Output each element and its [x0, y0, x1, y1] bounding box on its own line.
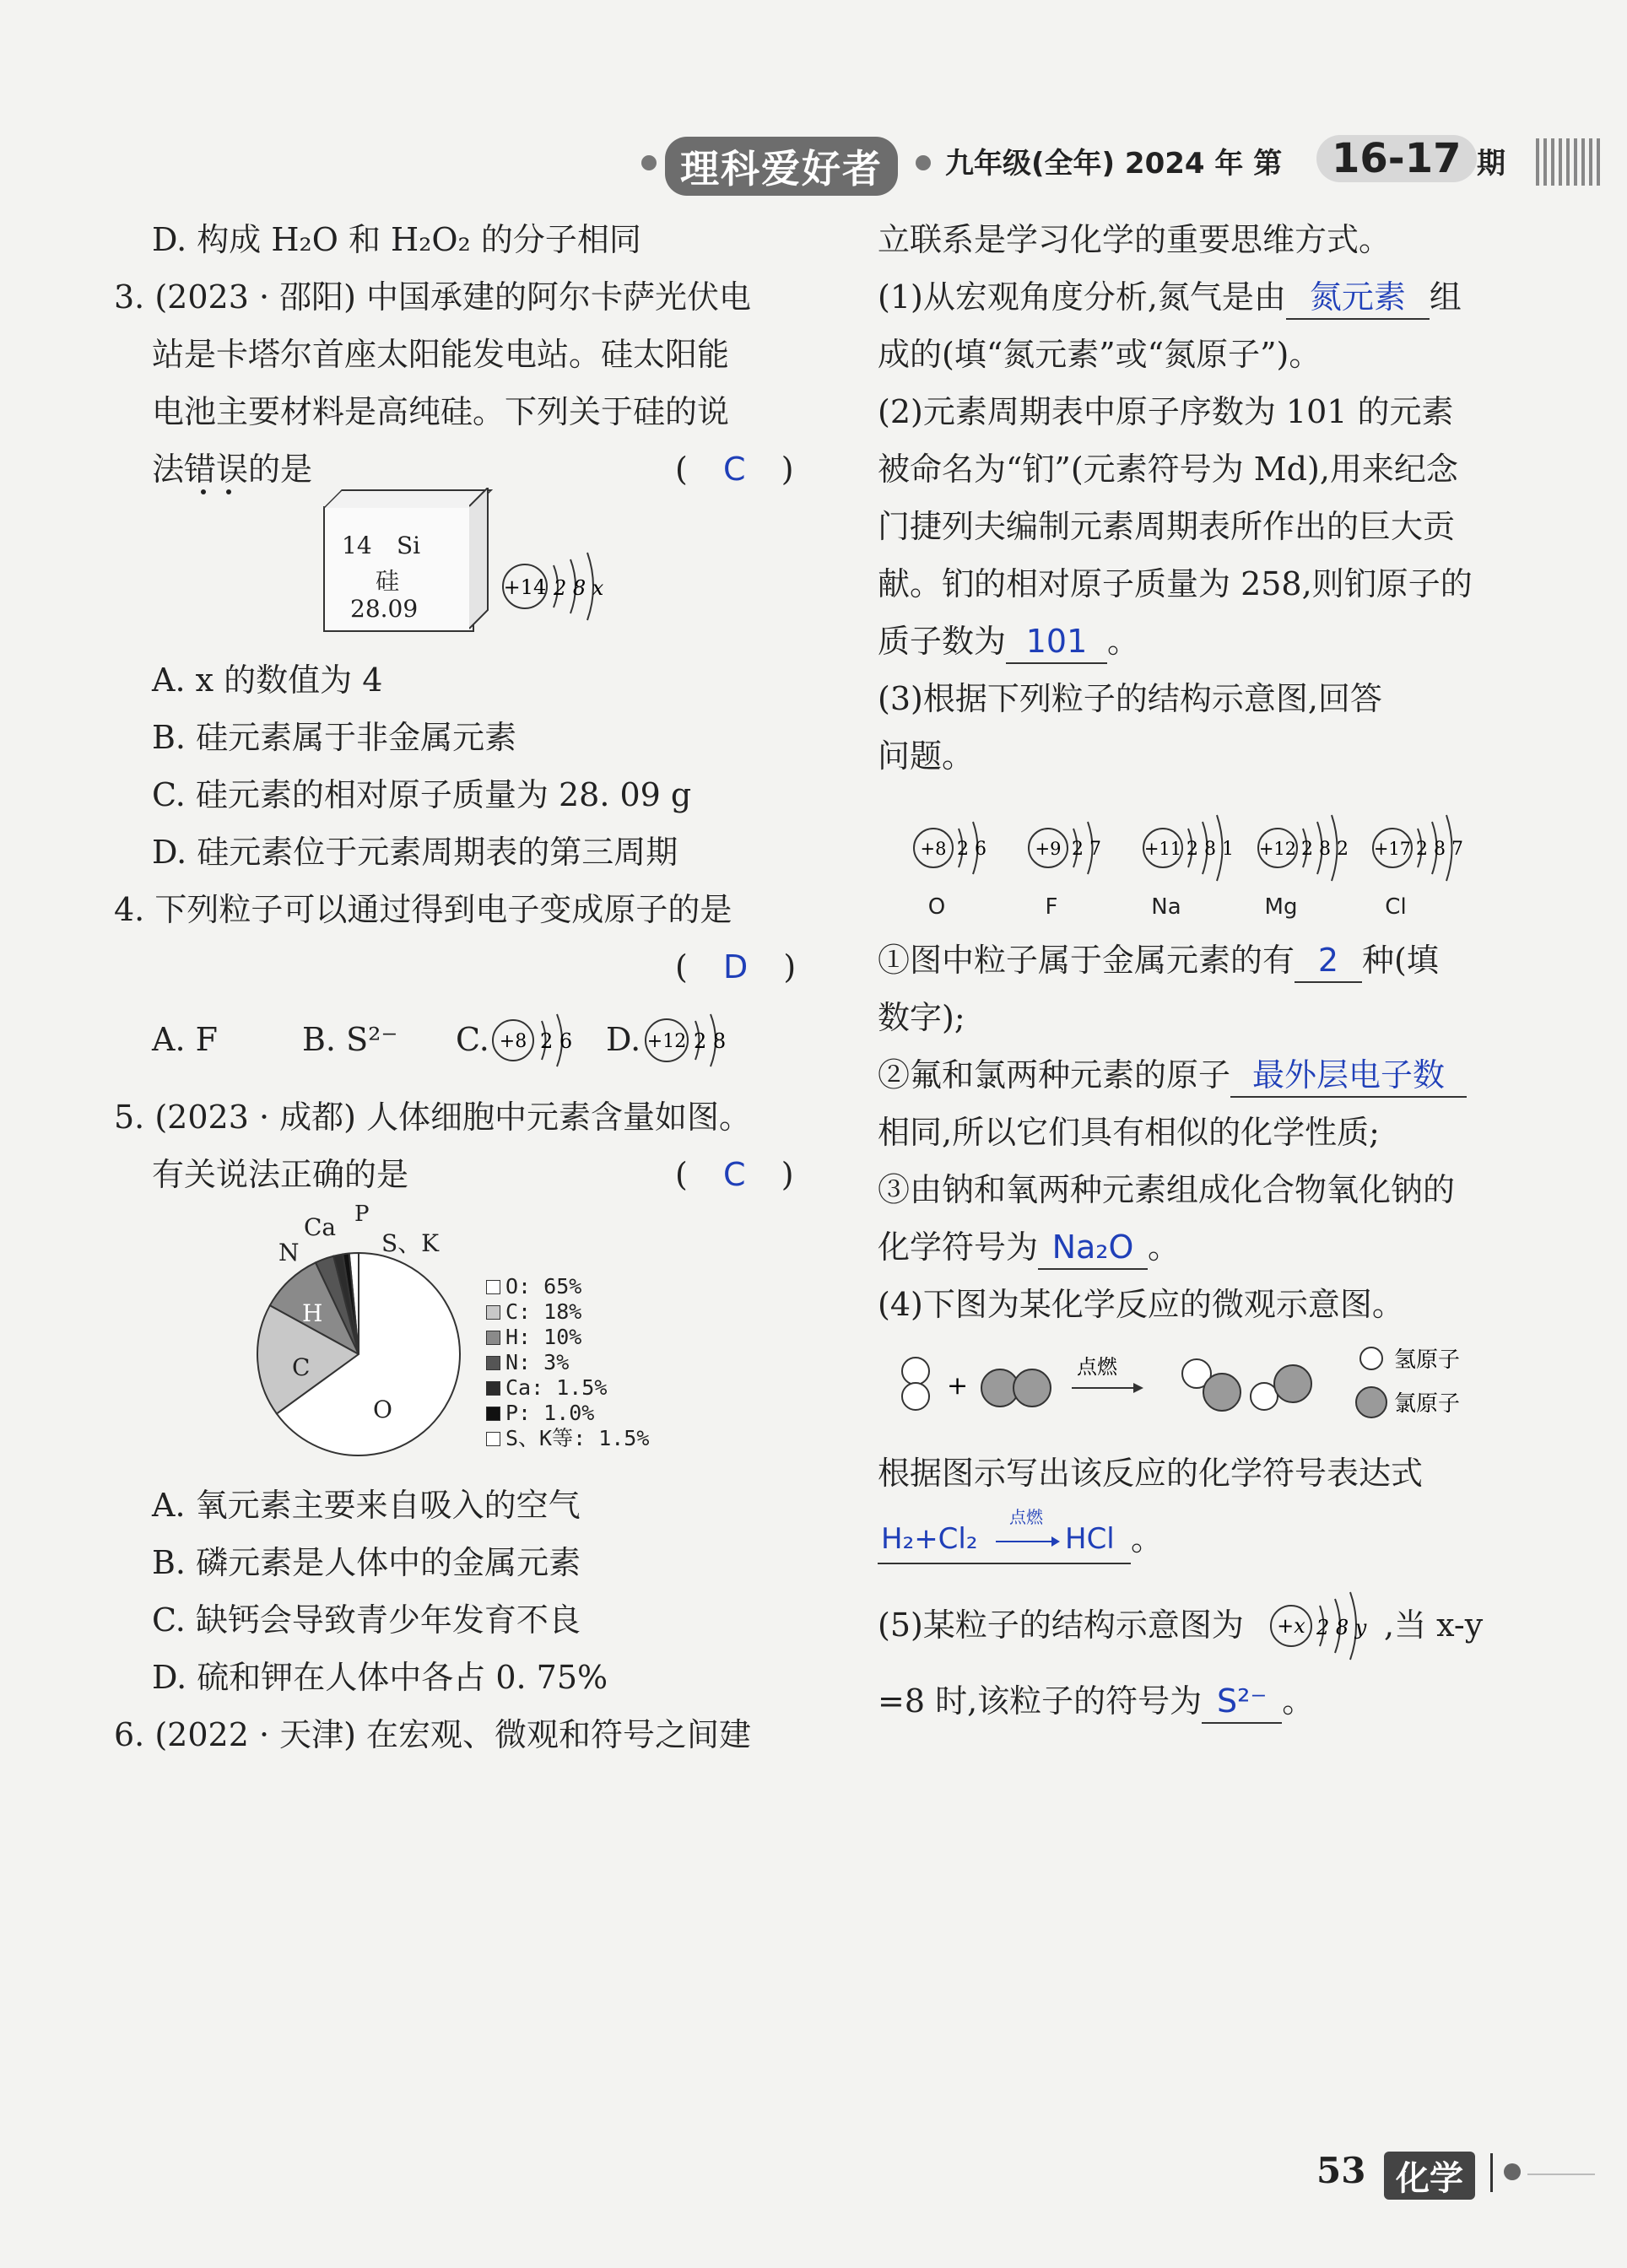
particle-diagram	[911, 802, 1021, 928]
q5-option-b: B. 磷元素是人体中的金属元素	[152, 1544, 581, 1581]
legend-item: Ca: 1.5%	[486, 1375, 649, 1401]
q6-part3-line: 问题。	[878, 737, 975, 775]
q6-part2-end: 质子数为 101 。	[878, 613, 1139, 670]
q6-part5-atom	[1266, 1582, 1384, 1666]
svg-text:2 8: 2 8	[694, 1029, 727, 1053]
q3-option-c: C. 硅元素的相对原子质量为 28. 09 g	[152, 776, 692, 813]
q6-sub2-answer: 最外层电子数	[1230, 1054, 1467, 1098]
electron-counts: 2 8 1	[1186, 839, 1234, 860]
q3-answer: C	[722, 451, 751, 488]
q5-option-c: C. 缺钙会导致青少年发育不良	[152, 1601, 581, 1639]
page-footer	[1316, 2150, 1603, 2200]
equation-right: HCl	[1065, 1522, 1115, 1556]
card-name: 硅	[376, 567, 400, 595]
nucleus-charge: +12	[1258, 839, 1297, 859]
q5-answer-bracket: ( C )	[675, 1156, 799, 1193]
q4-stem: 4. 下列粒子可以通过得到电子变成原子的是	[114, 891, 732, 928]
pie-label-ca: Ca	[304, 1213, 337, 1241]
legend-item: N: 3%	[486, 1350, 649, 1375]
electron-counts: 2 6	[957, 839, 986, 860]
si-shells: 2 8 x	[554, 576, 604, 600]
q4-option-d-atom	[641, 1002, 743, 1078]
legend-swatch	[486, 1280, 500, 1294]
nucleus-charge: +11	[1143, 839, 1182, 859]
q6-part2-line: 被命名为“钔”(元素符号为 Md),用来纪念	[878, 451, 1458, 488]
reaction-plus: +	[947, 1371, 969, 1401]
pie-legend	[486, 1274, 649, 1451]
legend-swatch	[486, 1305, 500, 1320]
reaction-diagram	[895, 1342, 1502, 1443]
equation-arrow	[996, 1541, 1055, 1542]
footer-rule	[1527, 2174, 1595, 2175]
pie-label-sk: S、K	[381, 1229, 440, 1257]
svg-text:+12: +12	[646, 1031, 687, 1052]
pie-slice-labels	[245, 1202, 523, 1468]
q3-line: 法错误的是	[152, 451, 313, 488]
si-atom-diagram	[498, 544, 608, 629]
q6-part1: (1)从宏观角度分析,氮气是由 氮元素 组	[878, 268, 1462, 326]
q4-option-b: B. S²⁻	[302, 1021, 398, 1058]
particle-diagram	[1141, 802, 1251, 928]
svg-text:2 8 y: 2 8 y	[1316, 1616, 1367, 1639]
pie-label-n: N	[278, 1239, 300, 1266]
legend-item: S、K等: 1.5%	[486, 1426, 649, 1451]
nucleus-charge: +9	[1035, 839, 1062, 859]
header-dot-icon	[641, 155, 657, 170]
q6-part5: (5)某粒子的结构示意图为	[878, 1606, 1244, 1644]
q4-answer: D	[722, 948, 754, 986]
reaction-condition: 点燃	[1077, 1355, 1117, 1379]
header-issue-suffix: 期	[1477, 147, 1505, 181]
q6-part2-answer: 101	[1006, 620, 1107, 664]
q6-sub1-answer: 2	[1295, 939, 1362, 983]
legend-item: C: 18%	[486, 1299, 649, 1325]
particle-name: F	[1045, 894, 1058, 920]
q5-line: 有关说法正确的是	[152, 1156, 409, 1193]
q6-part5-line2: =8 时,该粒子的符号为 S²⁻ 。	[878, 1672, 1314, 1730]
nucleus-charge: +8	[920, 839, 947, 859]
electron-counts: 2 8 7	[1416, 839, 1463, 860]
legend-swatch	[486, 1407, 500, 1421]
q2-option-d: D. 构成 H₂O 和 H₂O₂ 的分子相同	[152, 221, 641, 258]
q6-part2-line: (2)元素周期表中原子序数为 101 的元素	[878, 393, 1454, 430]
legend-hydrogen: 氢原子	[1394, 1347, 1461, 1373]
legend-swatch	[486, 1432, 500, 1446]
si-nucleus: +14	[503, 575, 547, 599]
emphasis-dots	[201, 489, 235, 496]
q6-part5-answer: S²⁻	[1202, 1680, 1282, 1724]
q6-part4-end: 。	[1131, 1520, 1164, 1558]
q6-sub2-end: 相同,所以它们具有相似的化学性质;	[878, 1114, 1380, 1151]
footer-dot-icon	[1504, 2163, 1521, 2180]
q3-line: 电池主要材料是高纯硅。下列关于硅的说	[152, 393, 730, 430]
card-top-edge	[323, 489, 493, 508]
q4-option-d-label: D.	[606, 1021, 641, 1058]
particle-name: Na	[1151, 894, 1181, 920]
q4-option-a: A. F	[152, 1021, 218, 1058]
svg-text:+8: +8	[499, 1031, 527, 1052]
q5-answer: C	[722, 1156, 751, 1193]
q6-part4-answer	[878, 1504, 1131, 1564]
equation-condition: 点燃	[1009, 1507, 1043, 1527]
pie-label-o: O	[373, 1396, 392, 1423]
q5-option-a: A. 氧元素主要来自吸入的空气	[152, 1487, 581, 1524]
q4-answer-bracket: ( D )	[675, 948, 802, 986]
card-symbol: Si	[397, 532, 421, 559]
q3-line: 3. (2023 · 邵阳) 中国承建的阿尔卡萨光伏电	[114, 278, 752, 316]
legend-swatch	[486, 1356, 500, 1370]
q6-sub3-end: 化学符号为 Na₂O 。	[878, 1218, 1180, 1276]
q6-sub3: ③由钠和氧两种元素组成化合物氧化钠的	[878, 1171, 1456, 1208]
particle-diagram	[1370, 802, 1480, 928]
q6-sub2: ②氟和氯两种元素的原子 最外层电子数	[878, 1046, 1467, 1104]
pie-label-c: C	[292, 1353, 311, 1381]
equation-left: H₂+Cl₂	[881, 1522, 978, 1556]
q6-part2-line: 门捷列夫编制元素周期表所作出的巨大贡	[878, 508, 1456, 545]
electron-counts: 2 8 2	[1301, 839, 1349, 860]
q3-option-b: B. 硅元素属于非金属元素	[152, 719, 517, 756]
q6-part2-line: 献。钔的相对原子质量为 258,则钔原子的	[878, 565, 1473, 602]
header-dot-icon	[916, 155, 931, 170]
q6-part1-answer: 氮元素	[1286, 276, 1430, 320]
q6-part4: (4)下图为某化学反应的微观示意图。	[878, 1286, 1404, 1323]
page-number: 53	[1316, 2150, 1366, 2191]
q4-option-c-label: C.	[456, 1021, 489, 1058]
element-card	[323, 506, 474, 632]
particle-diagrams	[911, 802, 1485, 928]
q6-sub1-end: 数字);	[878, 999, 965, 1036]
q5-option-d: D. 硫和钾在人体中各占 0. 75%	[152, 1659, 608, 1696]
pie-label-p: P	[354, 1202, 370, 1227]
q6-part5-cont: ,当 x-y	[1384, 1606, 1484, 1644]
q6-sub1: ①图中粒子属于金属元素的有 2 种(填	[878, 932, 1439, 989]
equation-arrowhead	[1051, 1536, 1060, 1547]
particle-name: Cl	[1385, 894, 1407, 920]
svg-text:2 6: 2 6	[540, 1029, 573, 1053]
pie-label-h: H	[302, 1299, 323, 1327]
particle-diagram	[1256, 802, 1365, 928]
legend-item: H: 10%	[486, 1325, 649, 1350]
q3-answer-bracket: ( C )	[675, 451, 799, 488]
q6-part3-line: (3)根据下列粒子的结构示意图,回答	[878, 680, 1382, 717]
nucleus-charge: +17	[1373, 839, 1412, 859]
card-atomic-number: 14	[342, 532, 372, 559]
q3-line: 站是卡塔尔首座太阳能发电站。硅太阳能	[152, 336, 730, 373]
header-brand: 理科爱好者	[665, 137, 898, 196]
subject-label: 化学	[1384, 2152, 1475, 2200]
footer-divider	[1490, 2153, 1493, 2192]
electron-counts: 2 7	[1072, 839, 1101, 860]
header-grade-info: 九年级(全年) 2024 年 第	[945, 147, 1283, 181]
svg-text:+x: +x	[1277, 1614, 1305, 1638]
legend-chlorine: 氯原子	[1394, 1391, 1461, 1417]
legend-item: P: 1.0%	[486, 1401, 649, 1426]
q6-stem: 6. (2022 · 天津) 在宏观、微观和符号之间建	[114, 1716, 752, 1753]
q5-line: 5. (2023 · 成都) 人体细胞中元素含量如图。	[114, 1099, 752, 1136]
legend-item: O: 65%	[486, 1274, 649, 1299]
particle-diagram	[1026, 802, 1136, 928]
legend-swatch	[486, 1331, 500, 1345]
card-mass: 28.09	[350, 595, 419, 623]
particle-name: O	[927, 894, 946, 920]
particle-name: Mg	[1264, 894, 1298, 920]
legend-swatch	[486, 1381, 500, 1396]
q6-continue: 立联系是学习化学的重要思维方式。	[878, 221, 1392, 258]
q4-option-c-atom	[489, 1002, 582, 1078]
q6-part4-prompt: 根据图示写出该反应的化学符号表达式	[878, 1455, 1424, 1492]
header-issue: 16-17	[1316, 135, 1477, 182]
page-header	[641, 135, 1603, 194]
q3-option-a: A. x 的数值为 4	[152, 662, 383, 699]
q3-option-d: D. 硅元素位于元素周期表的第三周期	[152, 834, 678, 871]
q6-sub3-answer: Na₂O	[1038, 1226, 1148, 1270]
q6-part1-note: 成的(填“氮元素”或“氮原子”)。	[878, 336, 1322, 373]
header-stripes	[1536, 138, 1603, 186]
